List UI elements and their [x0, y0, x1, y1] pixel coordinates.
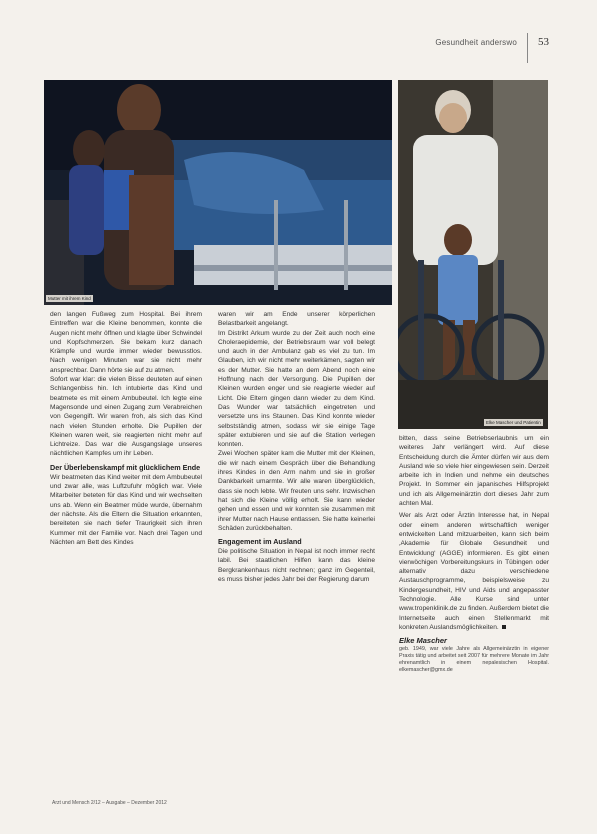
- paragraph: Die politische Situation in Nepal ist noch immer recht labil. Bei staatlichen Hilfen kann das kleine Bergkrankenhaus nicht rechnen; ganz im Gegenteil, es muss bisher jedes Jahr bei der Regierung darum: [218, 548, 375, 584]
- page-footer: Arzt und Mensch 2/12 – Ausgabe – Dezember 2012: [52, 800, 167, 806]
- article-column-2: [218, 310, 375, 584]
- photo-doctor-patient: [398, 80, 548, 429]
- caption-main-photo: Mutter mit ihrem Kind: [48, 296, 91, 301]
- paragraph: Im Distrikt Arkum wurde zu der Zeit auch noch eine Choleraepidemie, der Betriebsraum war voll belegt und auch in der Ambulanz gab es viel zu tun. Im Glauben, ich wir nicht mehr weiterkämen, sagten wir es der Mutter. Sie hatte an dem Abend noch eine Hoffnung nach der Versorgung. Die Pupillen der Kleinen wurden enger und sie reagierte wieder auf Licht. Die Eltern gingen dann wieder zu dem Kind. Das Wunder war tatsächlich eingetreten und versetzte uns ins Staunen. Das Kind konnte wieder selbstständig atmen, sodass wir sie einige Tage später extubieren und sie auf die Station verlegen konnten.: [218, 329, 375, 449]
- paragraph: Wir beatmeten das Kind weiter mit dem Ambubeutel und zwar alle, was Luftzufuhr möglich war. Viele Mitarbeiter beteten für das Kind und wir wechselten uns ab. Wenn ein Beatmer müde wurde, übernahm der nächste. Als die Eltern die Situation erkannten, bereiteten sie nach tiefer Traurigkeit sich ihren Kummer mit der Familie vor. Nach drei Tagen und Nächten am Bett des Kindes: [50, 473, 202, 546]
- caption-side-photo: Elke Mascher und Patientin: [486, 420, 541, 425]
- paragraph: Zwei Wochen später kam die Mutter mit der Kleinen, die wir nach einem Gespräch über die Behandlung ihres Kindes in den Arm nahm und sie in großer Dankbarkeit umarmte. Wir alle waren überglücklich, dass sie noch lebte. Wir freuten uns sehr. Inzwischen hat sich die Kleine völlig erholt. Sie kann wieder gehen und essen und wir konnten sie zusammen mit ihrer Mutter nach Hause entlassen. Sie hatte keinerlei Schäden zurückbehalten.: [218, 450, 375, 532]
- author-box: [399, 636, 549, 674]
- paragraph: den langen Fußweg zum Hospital. Bei ihrem Eintreffen war die Kleine benommen, konnte die Augen nicht mehr öffnen und klagte über Schwindel und Kopfschmerzen. Sie bekam kurz danach Krämpfe und wurde immer wieder bewusstlos. Nach wenigen Minuten war sie nicht mehr ansprechbar. Dann hörte sie auf zu atmen.: [50, 311, 202, 374]
- header-divider: [527, 33, 528, 63]
- section-title: Gesundheit anderswo: [435, 37, 517, 47]
- paragraph: bitten, dass seine Betriebserlaubnis um ein weiteres Jahr verlängert wird. Auf diese Entscheidung durch die Ämter dürfen wir aus dem Ausland wie so viele hier eingewiesen sein. Derzeit arbeite ich in Indien und nehme ein deutsches Projekt. In Sommer ein japanisches Hilfsprojekt und ich als Allgemeinärztin dort dieses Jahr zum achten Mal.: [399, 435, 549, 508]
- paragraph: waren wir am Ende unserer körperlichen Belastbarkeit angelangt.: [218, 311, 375, 328]
- article-column-3: [399, 434, 549, 674]
- article-column-1: [50, 310, 202, 547]
- end-mark-icon: [502, 625, 506, 629]
- photo-mother-child-illustration: [44, 80, 392, 305]
- page-header: [435, 34, 549, 50]
- page-number: 53: [538, 36, 549, 48]
- paragraph: [399, 511, 549, 632]
- paragraph: Sofort war klar: die vielen Bisse deuteten auf einen Schlangenbiss hin. Ich intubierte das Kind und beatmete es mit einem Ambubeutel. Ich legte eine Magensonde und einen Zugang zum Verabreichen von Gegengift. Wir waren froh, als sich das Kind nach vielen Stunden erholte. Die Pupillen der Kleinen waren weit, sie reagierten nicht mehr auf Lichtreize. Das war die Ausgangslage unseres nächtlichen Kampfes um ihr Leben.: [50, 376, 202, 458]
- photo-doctor-patient-illustration: [398, 80, 548, 429]
- paragraph-text: Wer als Arzt oder Ärztin Interesse hat, in Nepal oder einem anderen wirtschaftlich weniger entwickelten Land mitzuarbeiten, kann sich beim ‚Akademie für Globale Gesundheit und Entwicklung‘ (AGGE) informieren. Es gibt einen vierwöchigen Vorbereitungskurs in Tübingen oder alternativ dazu verschiedene Austauschprogramme, beispielsweise zu Kindergesundheit, HIV und Aids und angepasster Technologie. Alle Kurse sind unter www.tropenklinik.de zu finden. Außerdem bietet die Internetseite auch einen Stellenmarkt mit konkreten Auslandsmöglichkeiten.: [399, 512, 549, 631]
- photo-mother-child: [44, 80, 392, 305]
- author-name: Elke Mascher: [399, 636, 447, 646]
- section-heading: Engagement im Ausland: [218, 537, 302, 547]
- section-heading: Der Überlebenskampf mit glücklichem Ende: [50, 462, 201, 472]
- author-bio: geb. 1949, war viele Jahre als Allgemeinärztin in eigener Praxis tätig und arbeitet seit 2007 für mehrere Monate im Jahr ehrenamtlich in einem nepalesischen Hospital. elkemascher@gmx.de: [399, 645, 549, 674]
